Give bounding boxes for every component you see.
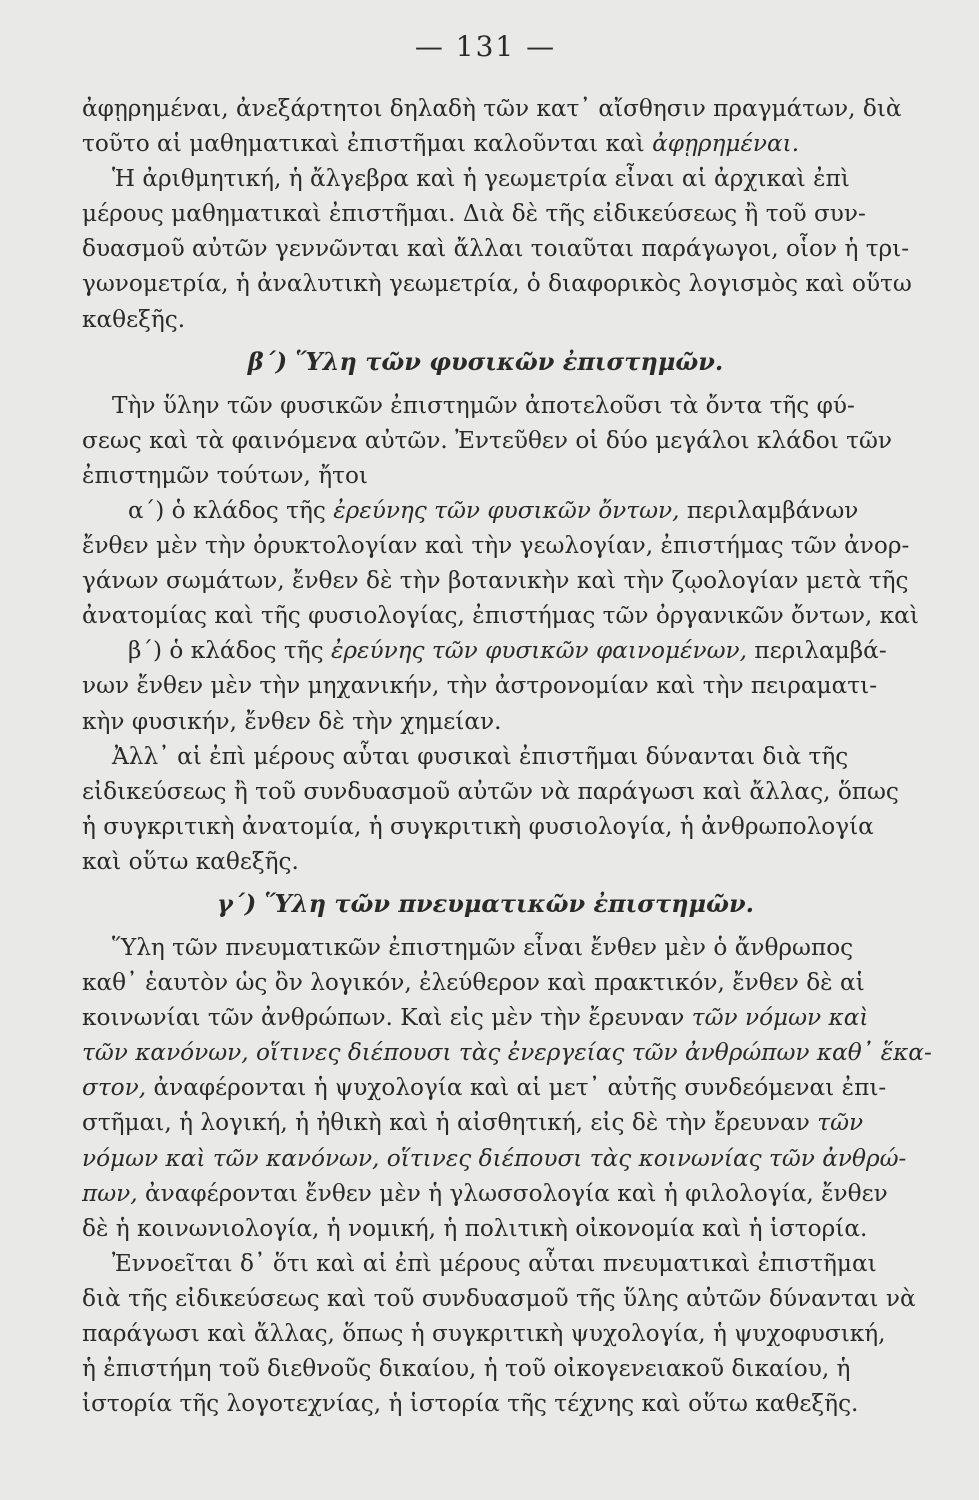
text-line: Ἐννοεῖται δ᾽ ὅτι καὶ αἱ ἐπὶ μέρους αὗται πνευματικαὶ ἐπιστῆμαι [112,1249,877,1277]
text-line: ἔνθεν μὲν τὴν ὀρυκτολογίαν καὶ τὴν γεωλογίαν, ἐπιστήμας τῶν ἀνορ- [82,532,910,560]
italic-span: τῶν [817,1109,864,1137]
text-span: β΄) ὁ κλάδος τῆς [128,637,331,665]
text-line [82,1000,889,1035]
page-body [82,91,932,1421]
text-line: κὴν φυσικήν, ἔνθεν δὲ τὴν χημείαν. [82,707,502,735]
italic-span: ἀφῃρημέναι. [652,130,800,158]
italic-span: πων, [82,1179,138,1207]
text-span: ἀναφέρονται ἡ ψυχολογία καὶ αἱ μετ᾽ αὐτῆς συνδεόμεναι ἐπι- [146,1074,887,1102]
text-span: περιλαμβάνων [679,496,859,524]
text-span: τοῦτο αἱ μαθηματικαὶ ἐπιστῆμαι καλοῦνται καὶ [82,130,653,158]
paragraph-3 [82,388,892,493]
text-line: καθεξῆς. [82,305,186,333]
text-line: μέρους μαθηματικαὶ ἐπιστῆμαι. Διὰ δὲ τῆς εἰδικεύσεως ἢ τοῦ συν- [82,200,866,228]
italic-span: τῶν νόμων καὶ [691,1004,869,1032]
italic-span: νόμων καὶ τῶν κανόνων, οἵτινες διέπουσι τὰς κοινωνίας τῶν ἀνθρώ- [82,1144,907,1172]
paragraph-7 [82,930,932,1246]
text-line: καθ᾽ ἑαυτὸν ὡς ὂν λογικόν, ἐλεύθερον καὶ πρακτικόν, ἔνθεν δὲ αἱ [82,969,865,997]
text-line: ἐπιστημῶν τούτων, ἤτοι [82,461,368,489]
text-line [82,1035,932,1070]
text-line: Ἡ ἀριθμητική, ἡ ἄλγεβρα καὶ ἡ γεωμετρία εἶναι αἱ ἀρχικαὶ ἐπὶ [112,165,850,193]
paragraph-1 [82,91,902,161]
text-line [82,633,889,668]
text-line: ἀφῃρημέναι, ἀνεξάρτητοι δηλαδὴ τῶν κατ᾽ αἴσθησιν πραγμάτων, διὰ [82,95,902,122]
paragraph-2 [82,161,912,336]
text-line: Ὕλη τῶν πνευματικῶν ἐπιστημῶν εἶναι ἔνθεν μὲν ὁ ἄνθρωπος [112,933,854,961]
text-line: γάνων σωμάτων, ἔνθεν δὲ τὴν βοτανικὴν καὶ τὴν ζῳολογίαν μετὰ τῆς [82,567,909,595]
text-line: ἀνατομίας καὶ τῆς φυσιολογίας, ἐπιστήμας τῶν ὀργανικῶν ὄντων, καὶ [82,602,919,630]
text-line: διὰ τῆς εἰδικεύσεως καὶ τοῦ συνδυασμοῦ τῆς ὕλης αὐτῶν δύνανται νὰ [82,1284,916,1312]
text-line [82,1070,889,1105]
text-line: γωνομετρία, ἡ ἀναλυτικὴ γεωμετρία, ὁ διαφορικὸς λογισμὸς καὶ οὕτω [82,270,912,298]
text-line [82,493,889,528]
paragraph-6 [82,739,899,879]
text-line: ἡ συγκριτικὴ ἀνατομία, ἡ συγκριτικὴ φυσιολογία, ἡ ἀνθρωπολογία [82,812,874,840]
text-span: στῆμαι, ἡ λογική, ἡ ἠθικὴ καὶ ἡ αἰσθητική, εἰς δὲ τὴν ἔρευναν [82,1109,818,1137]
text-span: περιλαμβά- [746,637,887,665]
italic-span: τῶν κανόνων, οἵτινες διέπουσι τὰς ἐνεργείας τῶν ἀνθρώπων καθ᾽ ἕκα- [82,1039,932,1067]
text-line: δυασμοῦ αὐτῶν γεννῶνται καὶ ἄλλαι τοιαῦται παράγωγοι, οἷον ἡ τρι- [82,235,910,263]
paragraph-5 [82,633,889,738]
paragraph-8 [82,1246,916,1421]
text-line: Τὴν ὕλην τῶν φυσικῶν ἐπιστημῶν ἀποτελοῦσι τὰ ὄντα τῆς φύ- [112,391,855,419]
text-span: κοινωνίαι τῶν ἀνθρώπων. Καὶ εἰς μὲν τὴν ἔρευναν [82,1004,692,1032]
text-line: Ἀλλ᾽ αἱ ἐπὶ μέρους αὗται φυσικαὶ ἐπιστῆμαι δύνανται διὰ τῆς [112,742,849,770]
text-line: εἰδικεύσεως ἢ τοῦ συνδυασμοῦ αὐτῶν νὰ παράγωσι καὶ ἄλλας, ὅπως [82,777,899,805]
italic-span: ἐρεύνης τῶν φυσικῶν ὄντων, [333,496,680,524]
text-line [82,1105,889,1140]
text-line: σεως καὶ τὰ φαινόμενα αὐτῶν. Ἐντεῦθεν οἱ δύο μεγάλοι κλάδοι τῶν [82,426,892,454]
page-number: — 131 — [414,30,557,63]
text-line [82,126,889,161]
italic-span: ἐρεύνης τῶν φυσικῶν φαινομένων, [330,637,747,665]
text-line: καὶ οὕτω καθεξῆς. [82,847,299,875]
text-line: δὲ ἡ κοινωνιολογία, ἡ νομική, ἡ πολιτικὴ οἰκονομία καὶ ἡ ἱστορία. [82,1214,868,1242]
paragraph-4 [82,493,919,633]
text-span: ἀναφέρονται ἔνθεν μὲν ἡ γλωσσολογία καὶ ἡ φιλολογία, ἔνθεν [137,1179,888,1207]
section-heading-b: β΄) Ὕλη τῶν φυσικῶν ἐπιστημῶν. [247,346,724,376]
text-line: ἱστορία τῆς λογοτεχνίας, ἡ ἱστορία τῆς τέχνης καὶ οὕτω καθεξῆς. [82,1390,859,1418]
text-line: ἡ ἐπιστήμη τοῦ διεθνοῦς δικαίου, ἡ τοῦ οἰκογενειακοῦ δικαίου, ἡ [82,1355,851,1383]
text-line [82,1176,889,1211]
text-line: παράγωσι καὶ ἄλλας, ὅπως ἡ συγκριτικὴ ψυχολογία, ἡ ψυχοφυσική, [82,1320,886,1347]
section-heading-c: γ΄) Ὕλη τῶν πνευματικῶν ἐπιστημῶν. [217,888,754,918]
text-line [82,1141,907,1176]
italic-span: στον, [82,1074,147,1102]
text-span: α΄) ὁ κλάδος τῆς [128,496,334,524]
text-line: νων ἔνθεν μὲν τὴν μηχανικήν, τὴν ἀστρονομίαν καὶ τὴν πειραματι- [82,672,878,700]
